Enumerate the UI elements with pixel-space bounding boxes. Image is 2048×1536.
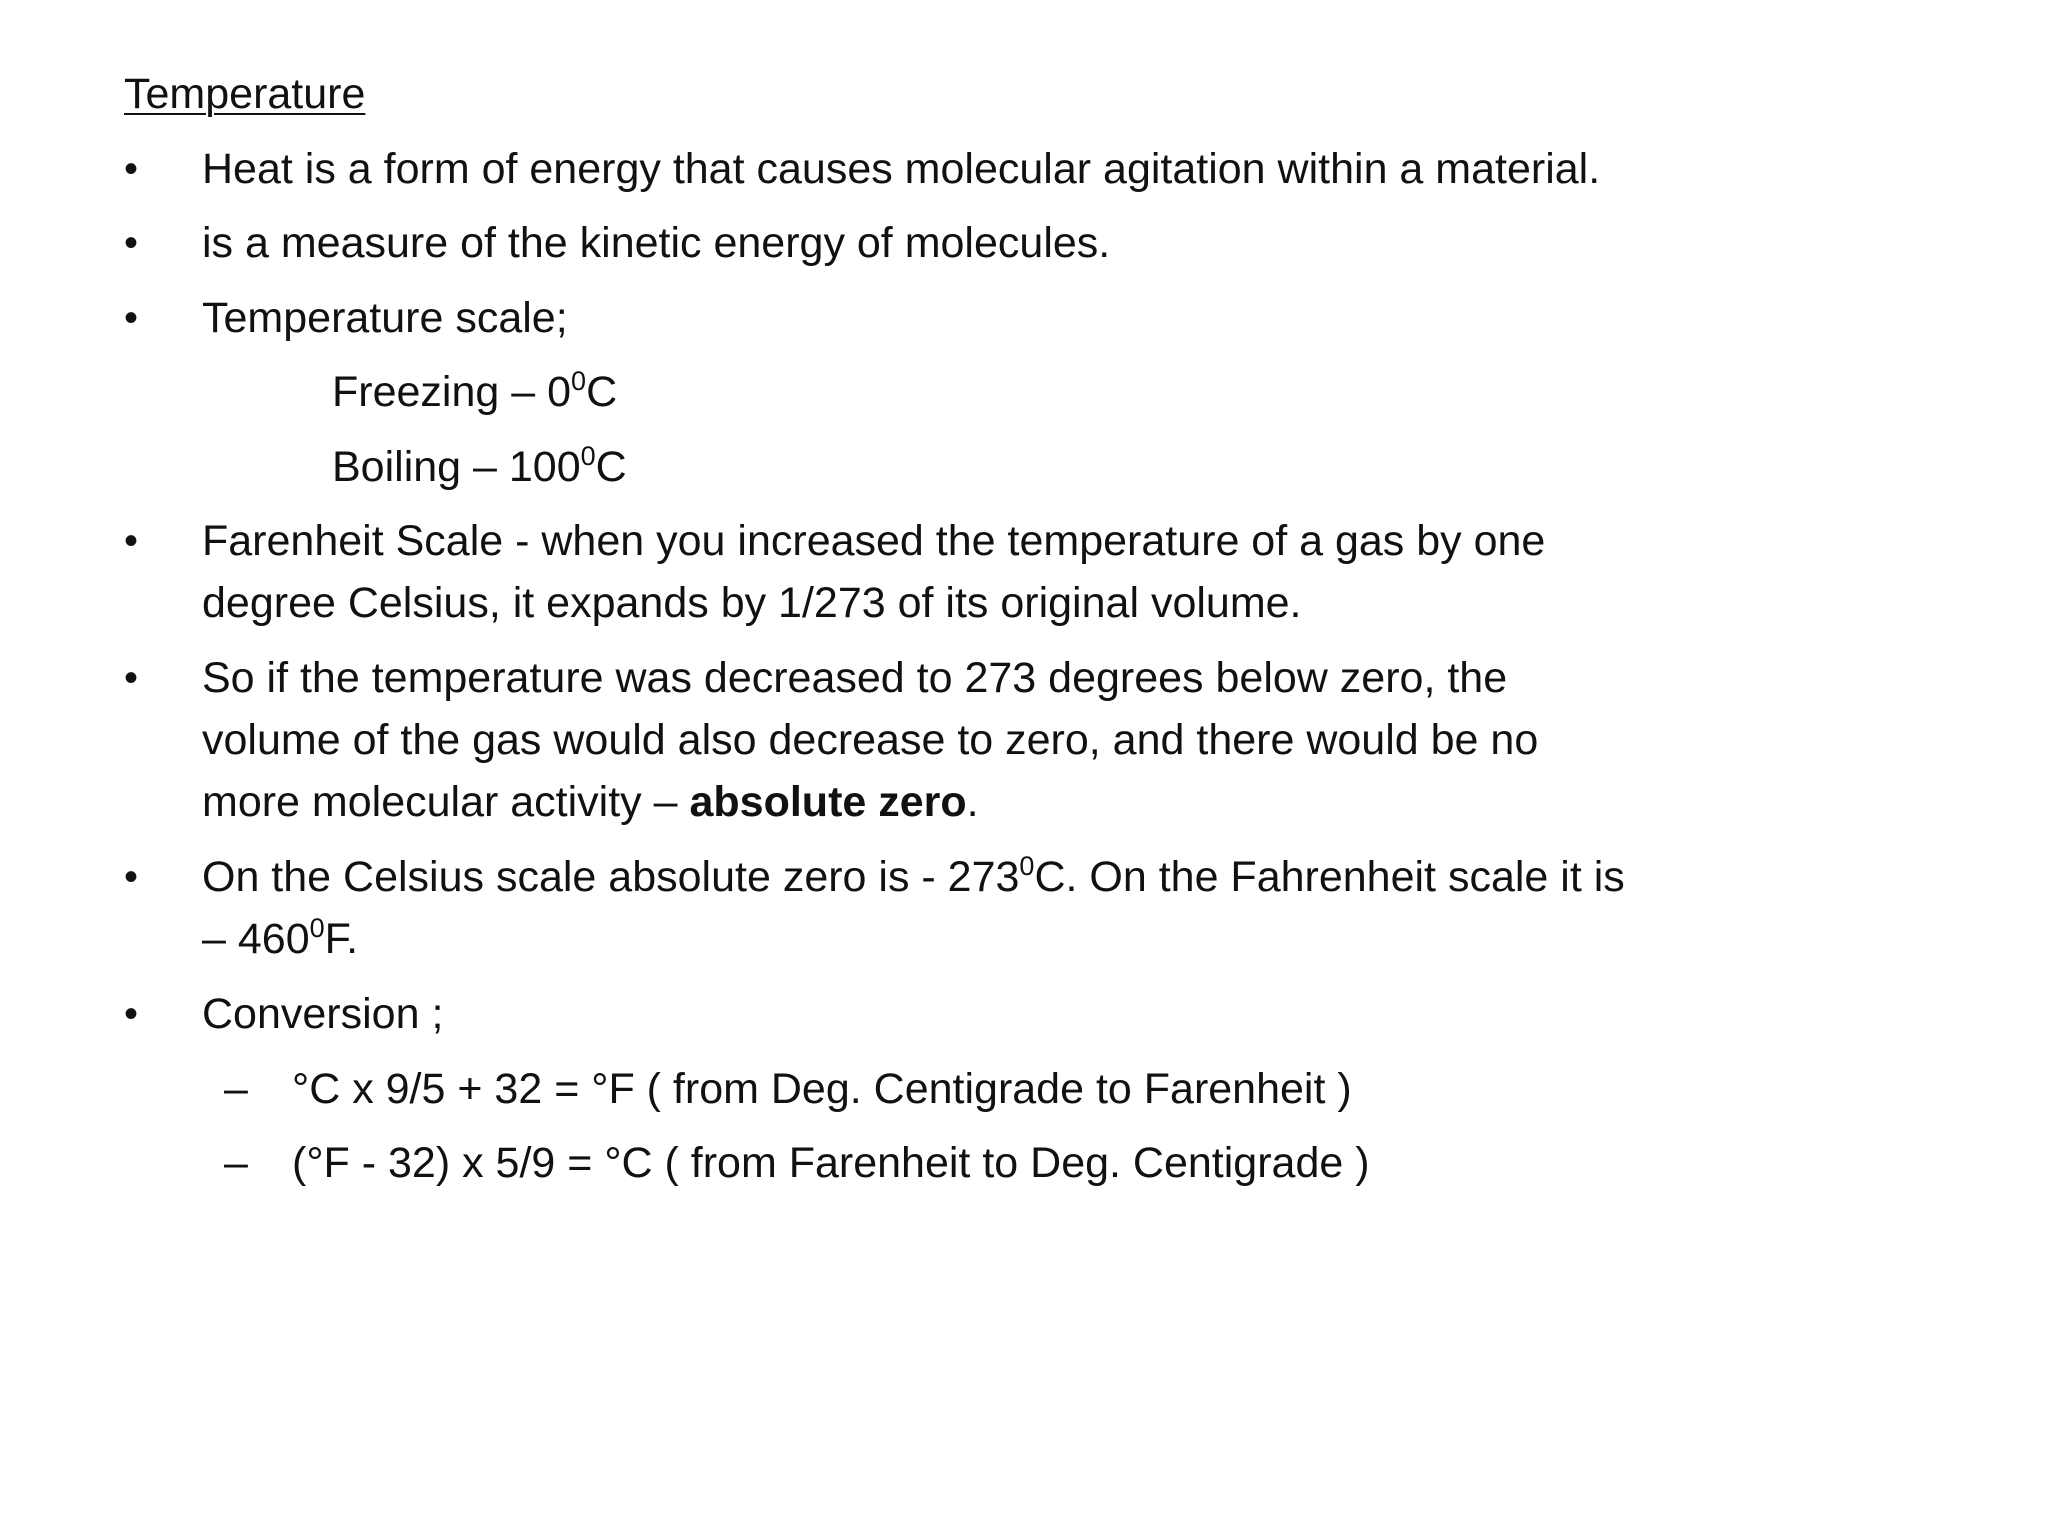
absolute-intro: more molecular activity –	[202, 778, 690, 826]
freezing-text: Freezing – 0	[332, 368, 572, 416]
bullet-text-celsius-2	[202, 908, 358, 970]
bullet-marker: •	[124, 992, 139, 1036]
bullet-text-farenheit-1: Farenheit Scale - when you increased the temperature of a gas by one	[202, 517, 1546, 565]
celsius-rest: C. On the Fahrenheit scale it is	[1034, 853, 1625, 901]
bullet-text-conversion: Conversion ;	[202, 990, 444, 1038]
freezing-line	[332, 361, 617, 423]
fahrenheit-unit: F.	[324, 915, 359, 963]
bullet-text-kinetic: is a measure of the kinetic energy of molecules.	[202, 219, 1111, 267]
bullet-marker: •	[124, 221, 139, 265]
dash-marker: –	[224, 1139, 248, 1187]
boiling-line	[332, 436, 627, 498]
bullet-marker: •	[124, 855, 139, 899]
bullet-marker: •	[124, 296, 139, 340]
bullet-text-celsius-1	[202, 846, 1625, 908]
bullet-text-scale: Temperature scale;	[202, 294, 568, 342]
bullet-text-absolute-1: So if the temperature was decreased to 273 degrees below zero, the	[202, 654, 1508, 702]
boiling-unit: C	[595, 443, 627, 491]
absolute-zero-term: absolute zero	[689, 778, 967, 826]
freezing-unit: C	[586, 368, 618, 416]
conversion-c-to-f: °C x 9/5 + 32 = °F ( from Deg. Centigrade to Farenheit )	[292, 1065, 1352, 1113]
slide-title: Temperature	[124, 70, 366, 118]
celsius-degree: 0	[1019, 851, 1035, 881]
bullet-text-farenheit-2: degree Celsius, it expands by 1/273 of its original volume.	[202, 579, 1302, 627]
bullet-text-heat: Heat is a form of energy that causes molecular agitation within a material.	[202, 145, 1601, 193]
bullet-marker: •	[124, 656, 139, 700]
dash-marker: –	[224, 1065, 248, 1113]
fahrenheit-value: – 460	[202, 915, 310, 963]
absolute-period: .	[966, 778, 979, 826]
bullet-text-absolute-2: volume of the gas would also decrease to zero, and there would be no	[202, 716, 1539, 764]
bullet-marker: •	[124, 147, 139, 191]
boiling-text: Boiling – 100	[332, 443, 581, 491]
boiling-degree: 0	[580, 441, 596, 471]
freezing-degree: 0	[571, 366, 587, 396]
conversion-f-to-c: (°F - 32) x 5/9 = °C ( from Farenheit to Deg. Centigrade )	[292, 1139, 1370, 1187]
bullet-marker: •	[124, 519, 139, 563]
bullet-text-absolute-3	[202, 771, 979, 833]
fahrenheit-degree: 0	[309, 913, 325, 943]
celsius-text: On the Celsius scale absolute zero is - 273	[202, 853, 1020, 901]
